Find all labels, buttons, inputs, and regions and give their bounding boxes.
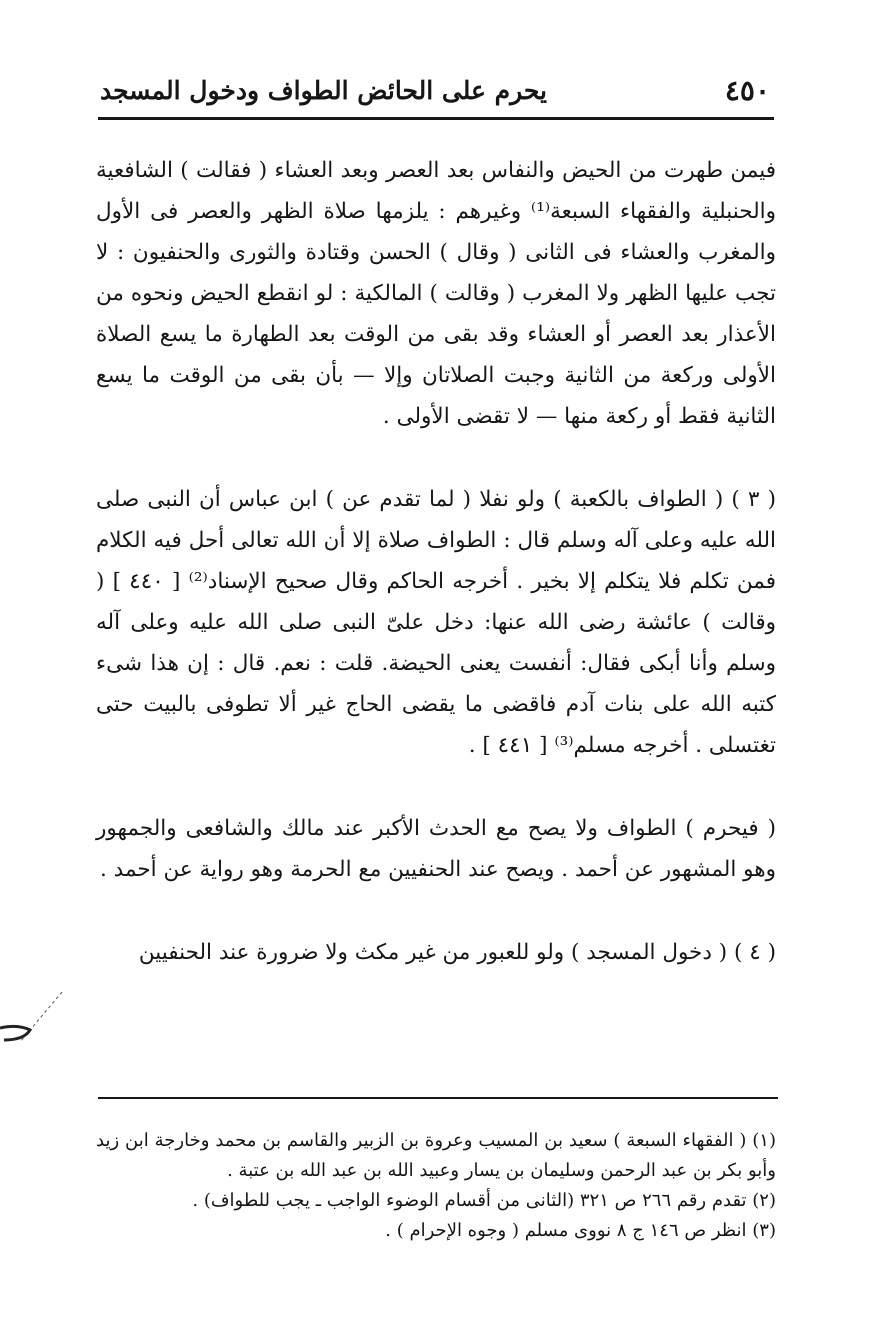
footnote-3: (٣) انظر ص ١٤٦ ج ٨ نووى مسلم ( وجوه الإحرام ) . xyxy=(385,1220,776,1241)
footnote-rule xyxy=(98,1097,778,1099)
header-rule xyxy=(98,117,774,120)
footnote-1: (١) ( الفقهاء السبعة ) سعيد بن المسيب وعروة بن الزبير والقاسم بن محمد وخارجة ابن زيد وأبو بكر بن عبد الرحمن وسليمان بن يسار وعبيد الله بن عبد الله بن عتبة . xyxy=(96,1130,776,1181)
paragraph-2: ( ٣ ) ( الطواف بالكعبة ) ولو نفلا ( لما تقدم عن ) ابن عباس أن النبى صلى الله عليه وعلى آله وسلم قال : الطواف صلاة إلا أن الله تعالى أحل فيه الكلام فمن تكلم فلا يتكلم إلا بخير . أخرجه الحاكم وقال صحيح الإسناد⁽²⁾ [ ٤٤٠ ] ( وقالت ) عائشة رضى الله عنها: دخل علىّ النبى صلى الله عليه وعلى آله وسلم وأنا أبكى فقال: أنفست يعنى الحيضة. قلت : نعم. قال : إن هذا شىء كتبه الله على بنات آدم فاقضى ما يقضى الحاج غير ألا تطوفى بالبيت حتى تغتسلى . أخرجه مسلم⁽³⁾ [ ٤٤١ ] . xyxy=(96,487,776,758)
page-number: ٤٥٠ xyxy=(724,73,770,107)
margin-pencil-mark xyxy=(0,990,70,1070)
main-text xyxy=(96,150,776,973)
running-title: يحرم على الحائض الطواف ودخول المسجد xyxy=(100,75,547,105)
paragraph-1: فيمن طهرت من الحيض والنفاس بعد العصر وبعد العشاء ( فقالت ) الشافعية والحنبلية والفقهاء السبعة⁽¹⁾ وغيرهم : يلزمها صلاة الظهر والعصر فى الأول والمغرب والعشاء فى الثانى ( وقال ) الحسن وقتادة والثورى والحنفيون : لا تجب عليها الظهر ولا المغرب ( وقالت ) المالكية : لو انقطع الحيض ونحوه من الأعذار بعد العصر أو العشاء وقد بقى من الوقت بعد الطهارة ما يسع الصلاة الأولى وركعة من الثانية وجبت الصلاتان وإلا — بأن بقى من الوقت ما يسع الثانية فقط أو ركعة منها — لا تقضى الأولى . xyxy=(96,158,776,429)
paragraph-3: ( فيحرم ) الطواف ولا يصح مع الحدث الأكبر عند مالك والشافعى والجمهور وهو المشهور عن أحمد . ويصح عند الحنفيين مع الحرمة وهو رواية عن أحمد . xyxy=(96,816,776,882)
footnote-2: (٢) تقدم رقم ٢٦٦ ص ٣٢١ (الثانى من أقسام الوضوء الواجب ـ يجب للطواف) . xyxy=(192,1190,776,1211)
paragraph-4: ( ٤ ) ( دخول المسجد ) ولو للعبور من غير مكث ولا ضرورة عند الحنفيين xyxy=(138,940,776,965)
page-header xyxy=(100,60,770,120)
footnotes xyxy=(96,1126,776,1246)
